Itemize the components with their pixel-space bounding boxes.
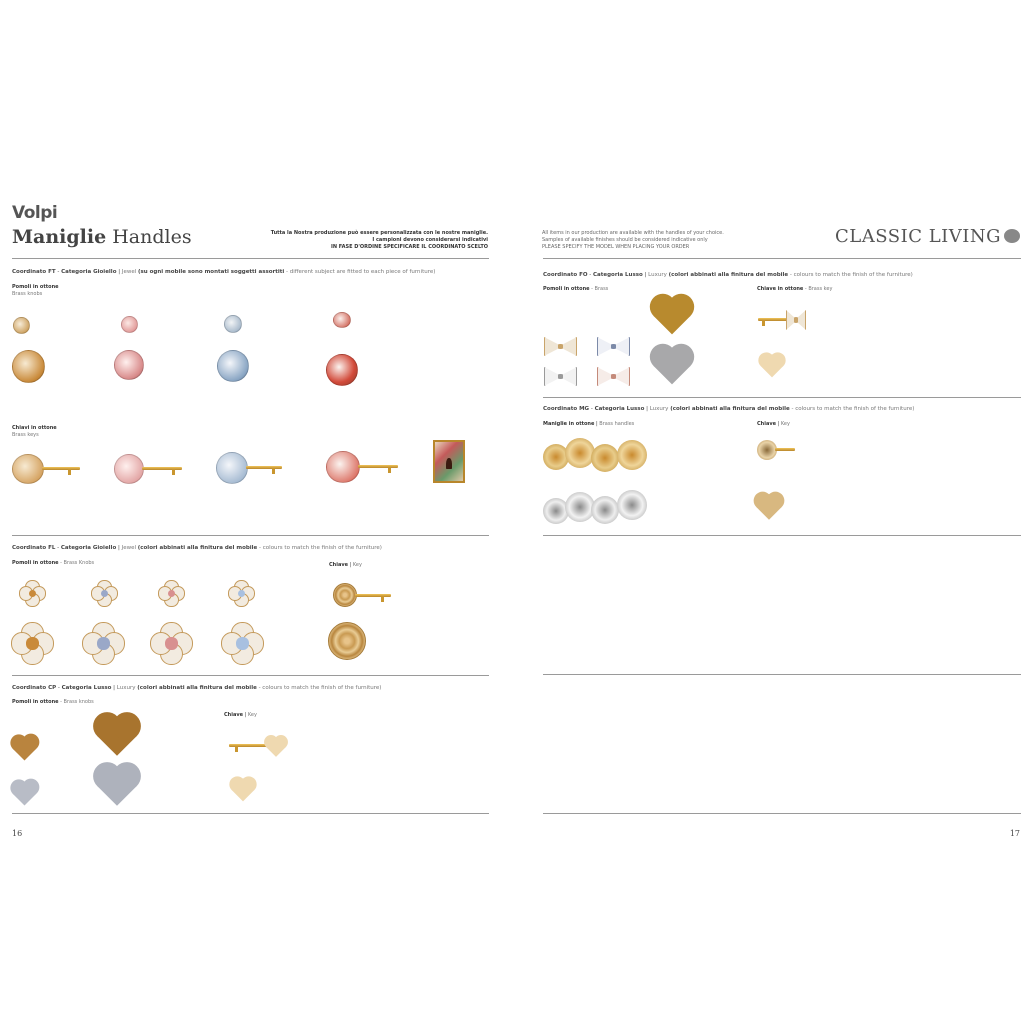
- knobs-label-ft: [12, 284, 59, 298]
- brand-text: CLASSIC LIVING: [835, 226, 1001, 247]
- sheep-knob-small: [224, 315, 242, 333]
- section-description: (colori abbinati alla finitura del mobile: [137, 545, 258, 551]
- section-description-en: - different subject are fitted to each piece of furniture): [286, 269, 436, 275]
- keys-label-ft: [12, 425, 57, 439]
- notice-line: IN FASE D'ORDINE SPECIFICARE IL COORDINATO SCELTO: [330, 244, 488, 250]
- sheep-key: [216, 450, 282, 486]
- rose-key: [333, 583, 391, 609]
- key-label-cp: Chiave | Key: [224, 712, 257, 718]
- label-en: - Brass key: [804, 286, 833, 292]
- label-it: Chiave: [757, 421, 776, 427]
- rose-knob: [328, 622, 366, 660]
- section-code: Coordinato CP: [12, 685, 57, 691]
- section-description-en: - colours to match the finish of the furniture): [259, 545, 382, 551]
- divider: [543, 674, 1021, 675]
- label-it: Pomoli in ottone: [12, 284, 59, 290]
- knobs-label-fo: [543, 286, 608, 293]
- section-header-ft: Coordinato FT - Categoria Gioiello | Jewel (su ogni mobile sono montati soggetti assortiti - different subject are fitted to each piece of furniture): [12, 269, 436, 275]
- section-description-en: - colours to match the finish of the furniture): [789, 272, 913, 278]
- section-header-mg: Coordinato MG - Categoria Lusso | Luxury (colori abbinati alla finitura del mobile - colours to match the finish of the furniture): [543, 406, 915, 412]
- section-code: Coordinato FL: [12, 545, 56, 551]
- label-en: Key: [352, 562, 362, 568]
- pig-knob-large: [114, 350, 144, 380]
- section-category-en: Luxury: [116, 685, 136, 691]
- flower-knob-blue-large: [82, 622, 125, 665]
- label-en: - Brass: [591, 286, 609, 292]
- divider: [543, 535, 1021, 536]
- heart-knob-gold-large: [97, 716, 137, 756]
- label-it: Maniglie in ottone: [543, 421, 595, 427]
- key-label-fl: Chiave | Key: [329, 562, 362, 568]
- divider: [543, 397, 1021, 398]
- label-en: Key: [780, 421, 790, 427]
- divider: [12, 258, 489, 259]
- flower-knob-amber-small: [19, 580, 46, 607]
- bow-knob-gold: [544, 337, 577, 356]
- section-category: Categoria Lusso: [593, 272, 643, 278]
- hen-key: [326, 449, 398, 485]
- flower-handle-silver: [543, 490, 649, 530]
- piggy-knob-large: [12, 350, 45, 383]
- heart-knob-silver-large: [97, 766, 137, 806]
- flower-key: [757, 438, 795, 466]
- bow-knob-silver: [544, 367, 577, 386]
- heart-knob-silver: [654, 348, 691, 385]
- label-it: Chiave: [329, 562, 348, 568]
- section-category-en: Luxury: [649, 406, 669, 412]
- section-code: Coordinato FT: [12, 269, 56, 275]
- heart-key-plate: [761, 355, 784, 378]
- flower-knob-pink-small: [158, 580, 185, 607]
- pig-knob-small: [121, 316, 138, 333]
- sheep-knob-large: [217, 350, 249, 382]
- section-category: Categoria Lusso: [61, 685, 112, 691]
- label-it: Chiavi in ottone: [12, 425, 57, 431]
- section-header-fl: Coordinato FL - Categoria Gioiello | Jewel (colori abbinati alla finitura del mobile - colours to match the finish of the furniture): [12, 545, 382, 551]
- section-category-en: Luxury: [648, 272, 667, 278]
- flower-knob-lightblue-large: [221, 622, 264, 665]
- label-en: - Brass knobs: [60, 699, 94, 705]
- bow-knob-blue-dots: [597, 337, 630, 356]
- hen-knob-small: [333, 312, 351, 328]
- section-code: Coordinato FO: [543, 272, 588, 278]
- label-it: Chiave in ottone: [757, 286, 804, 292]
- brand-emblem-icon: [1004, 229, 1020, 243]
- knobs-label-cp: [12, 699, 94, 706]
- heart-key: [229, 733, 289, 759]
- right-page: [515, 0, 1030, 1030]
- notice-line: I campioni devono considerarsi indicativi: [372, 237, 488, 243]
- heart-key-plate: [232, 779, 255, 802]
- label-it: Pomoli in ottone: [12, 699, 59, 705]
- label-it: Pomoli in ottone: [543, 286, 590, 292]
- bow-knob-pink-dots: [597, 367, 630, 386]
- section-header-fo: Coordinato FO - Categoria Lusso | Luxury (colori abbinati alla finitura del mobile - colours to match the finish of the furniture): [543, 272, 913, 278]
- notice-line: Tutta la Nostra produzione può essere personalizzata con le nostre maniglie.: [270, 230, 488, 236]
- flower-knob-amber-large: [11, 622, 54, 665]
- key-label-fo: [757, 286, 832, 293]
- divider: [543, 258, 1021, 259]
- volpi-logo: Volpi: [12, 203, 58, 223]
- section-header-cp: Coordinato CP - Categoria Lusso | Luxury (colori abbinati alla finitura del mobile - colours to match the finish of the furniture): [12, 685, 382, 691]
- label-en: Brass handles: [599, 421, 635, 427]
- section-description-en: - colours to match the finish of the furniture): [258, 685, 382, 691]
- bow-key: [758, 308, 806, 332]
- notice-line: All items in our production are available with the handles of your choice.: [542, 230, 724, 236]
- piggy-knob-small: [13, 317, 30, 334]
- flower-knob-lightblue-small: [228, 580, 255, 607]
- page-number: 17: [1009, 829, 1020, 838]
- section-category-en: Jewel: [121, 545, 136, 551]
- title-rest: Handles: [112, 226, 192, 248]
- label-it: Chiave: [224, 712, 243, 718]
- order-notice-it: [248, 230, 488, 251]
- section-category: Categoria Lusso: [594, 406, 645, 412]
- heart-flower-plate: [756, 494, 781, 519]
- keyhole-plate: [433, 440, 465, 483]
- label-en: Key: [247, 712, 257, 718]
- key-label-mg: Chiave | Key: [757, 421, 790, 427]
- flower-knob-blue-small: [91, 580, 118, 607]
- section-code: Coordinato MG: [543, 406, 590, 412]
- page-number: 16: [12, 829, 23, 838]
- label-en: Brass keys: [12, 432, 39, 438]
- pig-key: [114, 452, 182, 486]
- knobs-label-fl: [12, 560, 94, 567]
- heart-knob-silver-small: [12, 781, 36, 805]
- order-notice-en: [542, 230, 782, 251]
- section-description: (colori abbinati alla finitura del mobile: [670, 406, 790, 412]
- divider: [12, 813, 489, 814]
- section-description: (colori abbinati alla finitura del mobile: [668, 272, 789, 278]
- notice-line: PLEASE SPECIFY THE MODEL WHEN PLACING YOUR ORDER: [542, 244, 690, 250]
- piggy-key: [12, 452, 80, 486]
- section-category-en: Jewel: [121, 269, 137, 275]
- label-en: - Brass Knobs: [60, 560, 95, 566]
- label-en: Brass knobs: [12, 291, 43, 297]
- notice-line: Samples of available finishes should be considered indicative only: [542, 237, 708, 243]
- flower-knob-pink-large: [150, 622, 193, 665]
- section-description: (su ogni mobile sono montati soggetti assortiti: [138, 269, 285, 275]
- flower-handle-gold: [543, 438, 649, 476]
- brand-title: [835, 226, 1020, 247]
- handles-label-mg: Maniglie in ottone | Brass handles: [543, 421, 635, 427]
- page-title: [12, 226, 192, 248]
- divider: [12, 535, 489, 536]
- section-description: (colori abbinati alla finitura del mobile: [137, 685, 257, 691]
- section-category: Categoria Gioiello: [61, 269, 117, 275]
- label-it: Pomoli in ottone: [12, 560, 59, 566]
- divider: [543, 813, 1021, 814]
- title-bold: Maniglie: [12, 226, 107, 248]
- hen-knob-large: [326, 354, 358, 386]
- section-category: Categoria Gioiello: [60, 545, 117, 551]
- section-description-en: - colours to match the finish of the furniture): [791, 406, 915, 412]
- divider: [12, 675, 489, 676]
- heart-knob-gold-small: [12, 736, 36, 760]
- heart-knob-gold: [654, 298, 691, 335]
